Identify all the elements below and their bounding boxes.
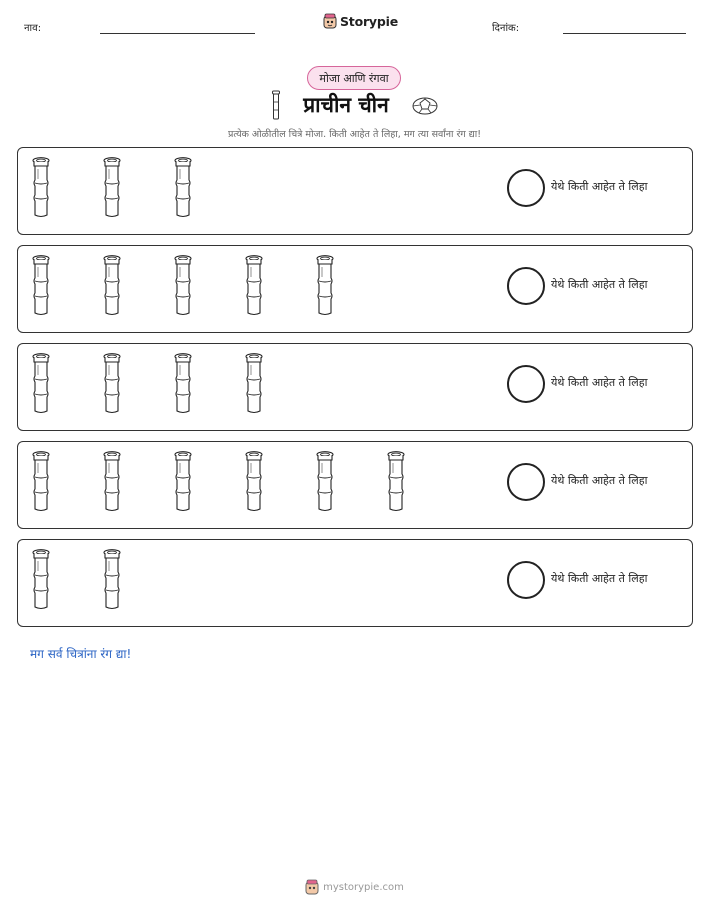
answer-circle[interactable] — [507, 365, 545, 403]
count-row — [17, 539, 693, 627]
bamboo-scroll-icon[interactable] — [244, 353, 264, 419]
bamboo-scroll-icon[interactable] — [315, 255, 335, 321]
name-line[interactable] — [100, 33, 255, 34]
answer-label: येथे किती आहेत ते लिहा — [551, 474, 648, 487]
bamboo-scroll-icon[interactable] — [102, 451, 122, 517]
count-row — [17, 441, 693, 529]
bamboo-scroll-icon[interactable] — [244, 451, 264, 517]
bamboo-scroll-icon[interactable] — [102, 255, 122, 321]
bamboo-scroll-icon[interactable] — [244, 255, 264, 321]
bamboo-scroll-icon[interactable] — [173, 451, 193, 517]
bamboo-scroll-icon[interactable] — [173, 255, 193, 321]
answer-circle[interactable] — [507, 463, 545, 501]
page-title: प्राचीन चीन — [303, 93, 389, 117]
bamboo-scroll-icon[interactable] — [31, 157, 51, 223]
bamboo-scroll-icon[interactable] — [173, 353, 193, 419]
answer-circle[interactable] — [507, 169, 545, 207]
storypie-mascot-icon — [305, 879, 319, 896]
bamboo-scroll-icon[interactable] — [102, 353, 122, 419]
footer — [0, 879, 709, 896]
bamboo-scroll-icon[interactable] — [31, 451, 51, 517]
answer-label: येथे किती आहेत ते लिहा — [551, 278, 648, 291]
bamboo-scroll-icon[interactable] — [315, 451, 335, 517]
activity-badge: मोजा आणि रंगवा — [307, 66, 401, 90]
bamboo-scroll-icon[interactable] — [386, 451, 406, 517]
bamboo-scroll-icon — [271, 90, 281, 120]
bamboo-scroll-icon[interactable] — [173, 157, 193, 223]
date-line[interactable] — [563, 33, 686, 34]
brand-name: Storypie — [340, 14, 398, 29]
answer-label: येथे किती आहेत ते लिहा — [551, 572, 648, 585]
footer-note: मग सर्व चित्रांना रंग द्या! — [30, 647, 132, 661]
name-label: नाव: — [24, 23, 42, 34]
count-row — [17, 343, 693, 431]
date-label: दिनांक: — [492, 23, 520, 34]
answer-circle[interactable] — [507, 267, 545, 305]
bamboo-scroll-icon[interactable] — [31, 549, 51, 615]
answer-label: येथे किती आहेत ते लिहा — [551, 180, 648, 193]
storypie-mascot-icon — [323, 13, 337, 30]
answer-circle[interactable] — [507, 561, 545, 599]
bamboo-scroll-icon[interactable] — [31, 353, 51, 419]
answer-label: येथे किती आहेत ते लिहा — [551, 376, 648, 389]
bamboo-scroll-icon[interactable] — [31, 255, 51, 321]
brand-logo — [323, 13, 398, 30]
page-title-block — [260, 88, 450, 122]
turtle-shell-icon — [411, 94, 439, 116]
footer-site: mystorypie.com — [323, 882, 404, 893]
count-row — [17, 147, 693, 235]
count-row — [17, 245, 693, 333]
bamboo-scroll-icon[interactable] — [102, 157, 122, 223]
instructions: प्रत्येक ओळीतील चित्रे मोजा. किती आहेत ते लिहा, मग त्या सर्वांना रंग द्या! — [227, 129, 482, 140]
bamboo-scroll-icon[interactable] — [102, 549, 122, 615]
